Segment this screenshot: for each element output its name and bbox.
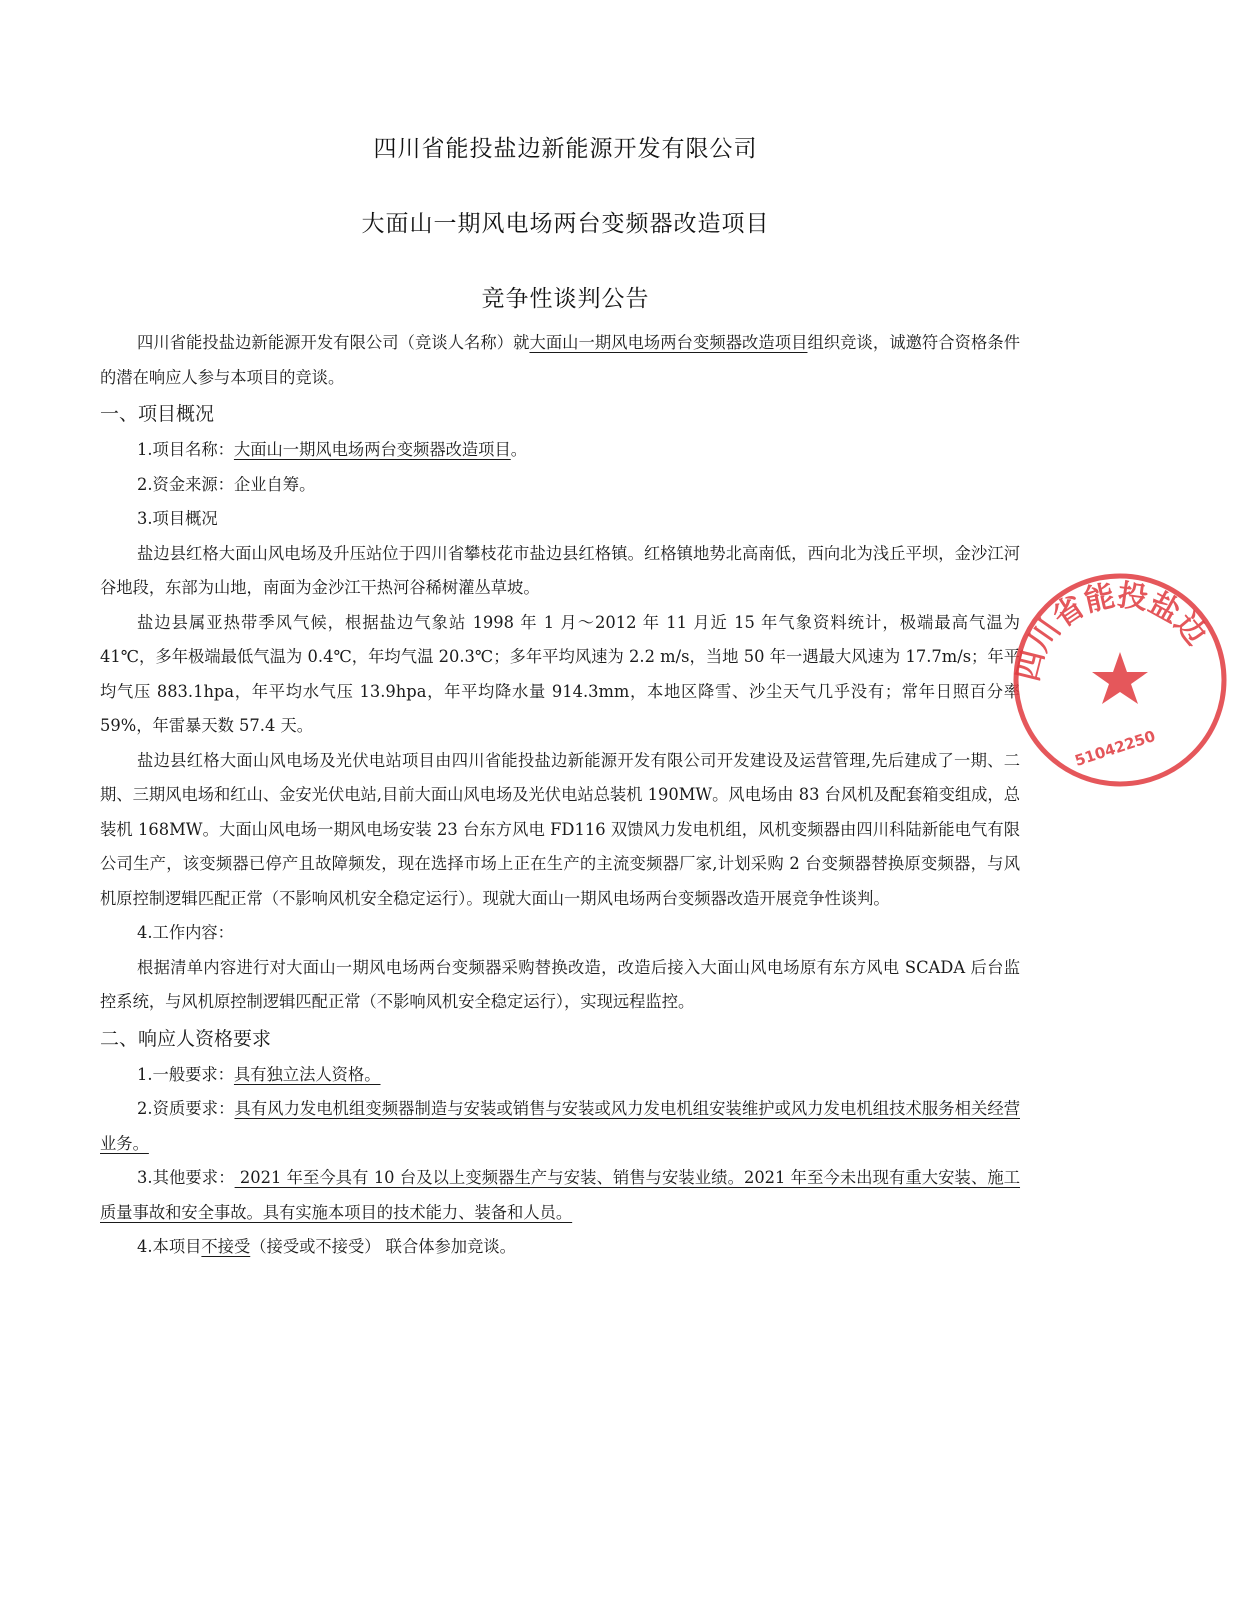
company-title: 四川省能投盐边新能源开发有限公司 [373,136,758,162]
document-body [100,326,1020,1265]
overview-project-paragraph: 盐边县红格大面山风电场及光伏电站项目由四川省能投盐边新能源开发有限公司开发建设及运营管理,先后建成了一期、二期、三期风电场和红山、金安光伏电站,目前大面山风电场及光伏电站总装机 190MW。风电场由 83 台风机及配套箱变组成，总装机 168MW。大面山风电场一期风电场安装 23 台东方风电 FD116 双馈风力发电机组，风机变频器由四川科陆新能电气有限公司生产，该变频器已停产且故障频发，现在选择市场上正在生产的主流变频器厂家,计划采购 2 台变频器替换原变频器，与风机原控制逻辑匹配正常（不影响风机安全稳定运行）。现就大面山一期风电场两台变频器改造开展竞争性谈判。 [100,750,1020,908]
req-qualification: 2.资质要求：具有风力发电机组变频器制造与安装或销售与安装或风力发电机组安装维护或风力发电机组技术服务相关经营业务。 [100,1099,1020,1153]
notice-title: 竞争性谈判公告 [481,286,650,312]
project-name-value: 大面山一期风电场两台变频器改造项目 [233,440,511,459]
intro-paragraph [100,326,1020,395]
section2-heading: 二、响应人资格要求 [100,1027,272,1050]
work-content-paragraph: 根据清单内容进行对大面山一期风电场两台变频器采购替换改造，改造后接入大面山风电场原有东方风电 SCADA 后台监控系统，与风机原控制逻辑匹配正常（不影响风机安全稳定运行），实现远程监控。 [100,957,1020,1011]
company-seal-stamp [1000,560,1240,800]
item-funding: 2.资金来源：企业自筹。 [137,474,316,494]
seal-code: 51042250 [1072,726,1158,770]
seal-text: 四川省能投盐边 [1010,577,1214,685]
project-title: 大面山一期风电场两台变频器改造项目 [361,211,770,237]
req-general: 1.一般要求：具有独立法人资格。 [137,1064,381,1084]
intro-project-name: 大面山一期风电场两台变频器改造项目 [529,333,808,352]
star-icon [1092,652,1148,704]
intro-prefix: 四川省能投盐边新能源开发有限公司（竞谈人名称）就 [137,333,530,352]
section1-heading: 一、项目概况 [100,403,215,425]
req-consortium: 4.本项目不接受（接受或不接受） 联合体参加竞谈。 [137,1237,516,1256]
overview-location-paragraph: 盐边县红格大面山风电场及升压站位于四川省攀枝花市盐边县红格镇。红格镇地势北高南低，西向北为浅丘平坝，金沙江河谷地段，东部为山地，南面为金沙江干热河谷稀树灌丛草坡。 [100,543,1020,597]
item-overview: 3.项目概况 [137,509,218,528]
intro-suffix: 组织竞谈，诚邀符合资格条件的潜在响应人参与本项目的竞谈。 [100,333,1020,387]
overview-climate-paragraph: 盐边县属亚热带季风气候，根据盐边气象站 1998 年 1 月～2012 年 11 月近 15 年气象资料统计，极端最高气温为 41℃，多年极端最低气温为 0.4℃，年均气温 20.3℃；多年平均风速为 2.2 m/s，当地 50 年一遇最大风速为 17.7m/s；年平均气压 883.1hpa，年平均水气压 13.9hpa，年平均降水量 914.3mm，本地区降雪、沙尘天气几乎没有；常年日照百分率 59%，年雷暴天数 57.4 天。 [100,612,1020,735]
svg-text:四川省能投盐边 [1011,578,1214,685]
req-other: 3.其他要求： 2021 年至今具有 10 台及以上变频器生产与安装、销售与安装业绩。2021 年至今未出现有重大安装、施工质量事故和安全事故。具有实施本项目的技术能力、装备和人员。 [100,1168,1021,1222]
item-work-content: 4.工作内容： [137,923,234,942]
item-project-name: 1.项目名称：大面山一期风电场两台变频器改造项目。 [137,440,528,459]
